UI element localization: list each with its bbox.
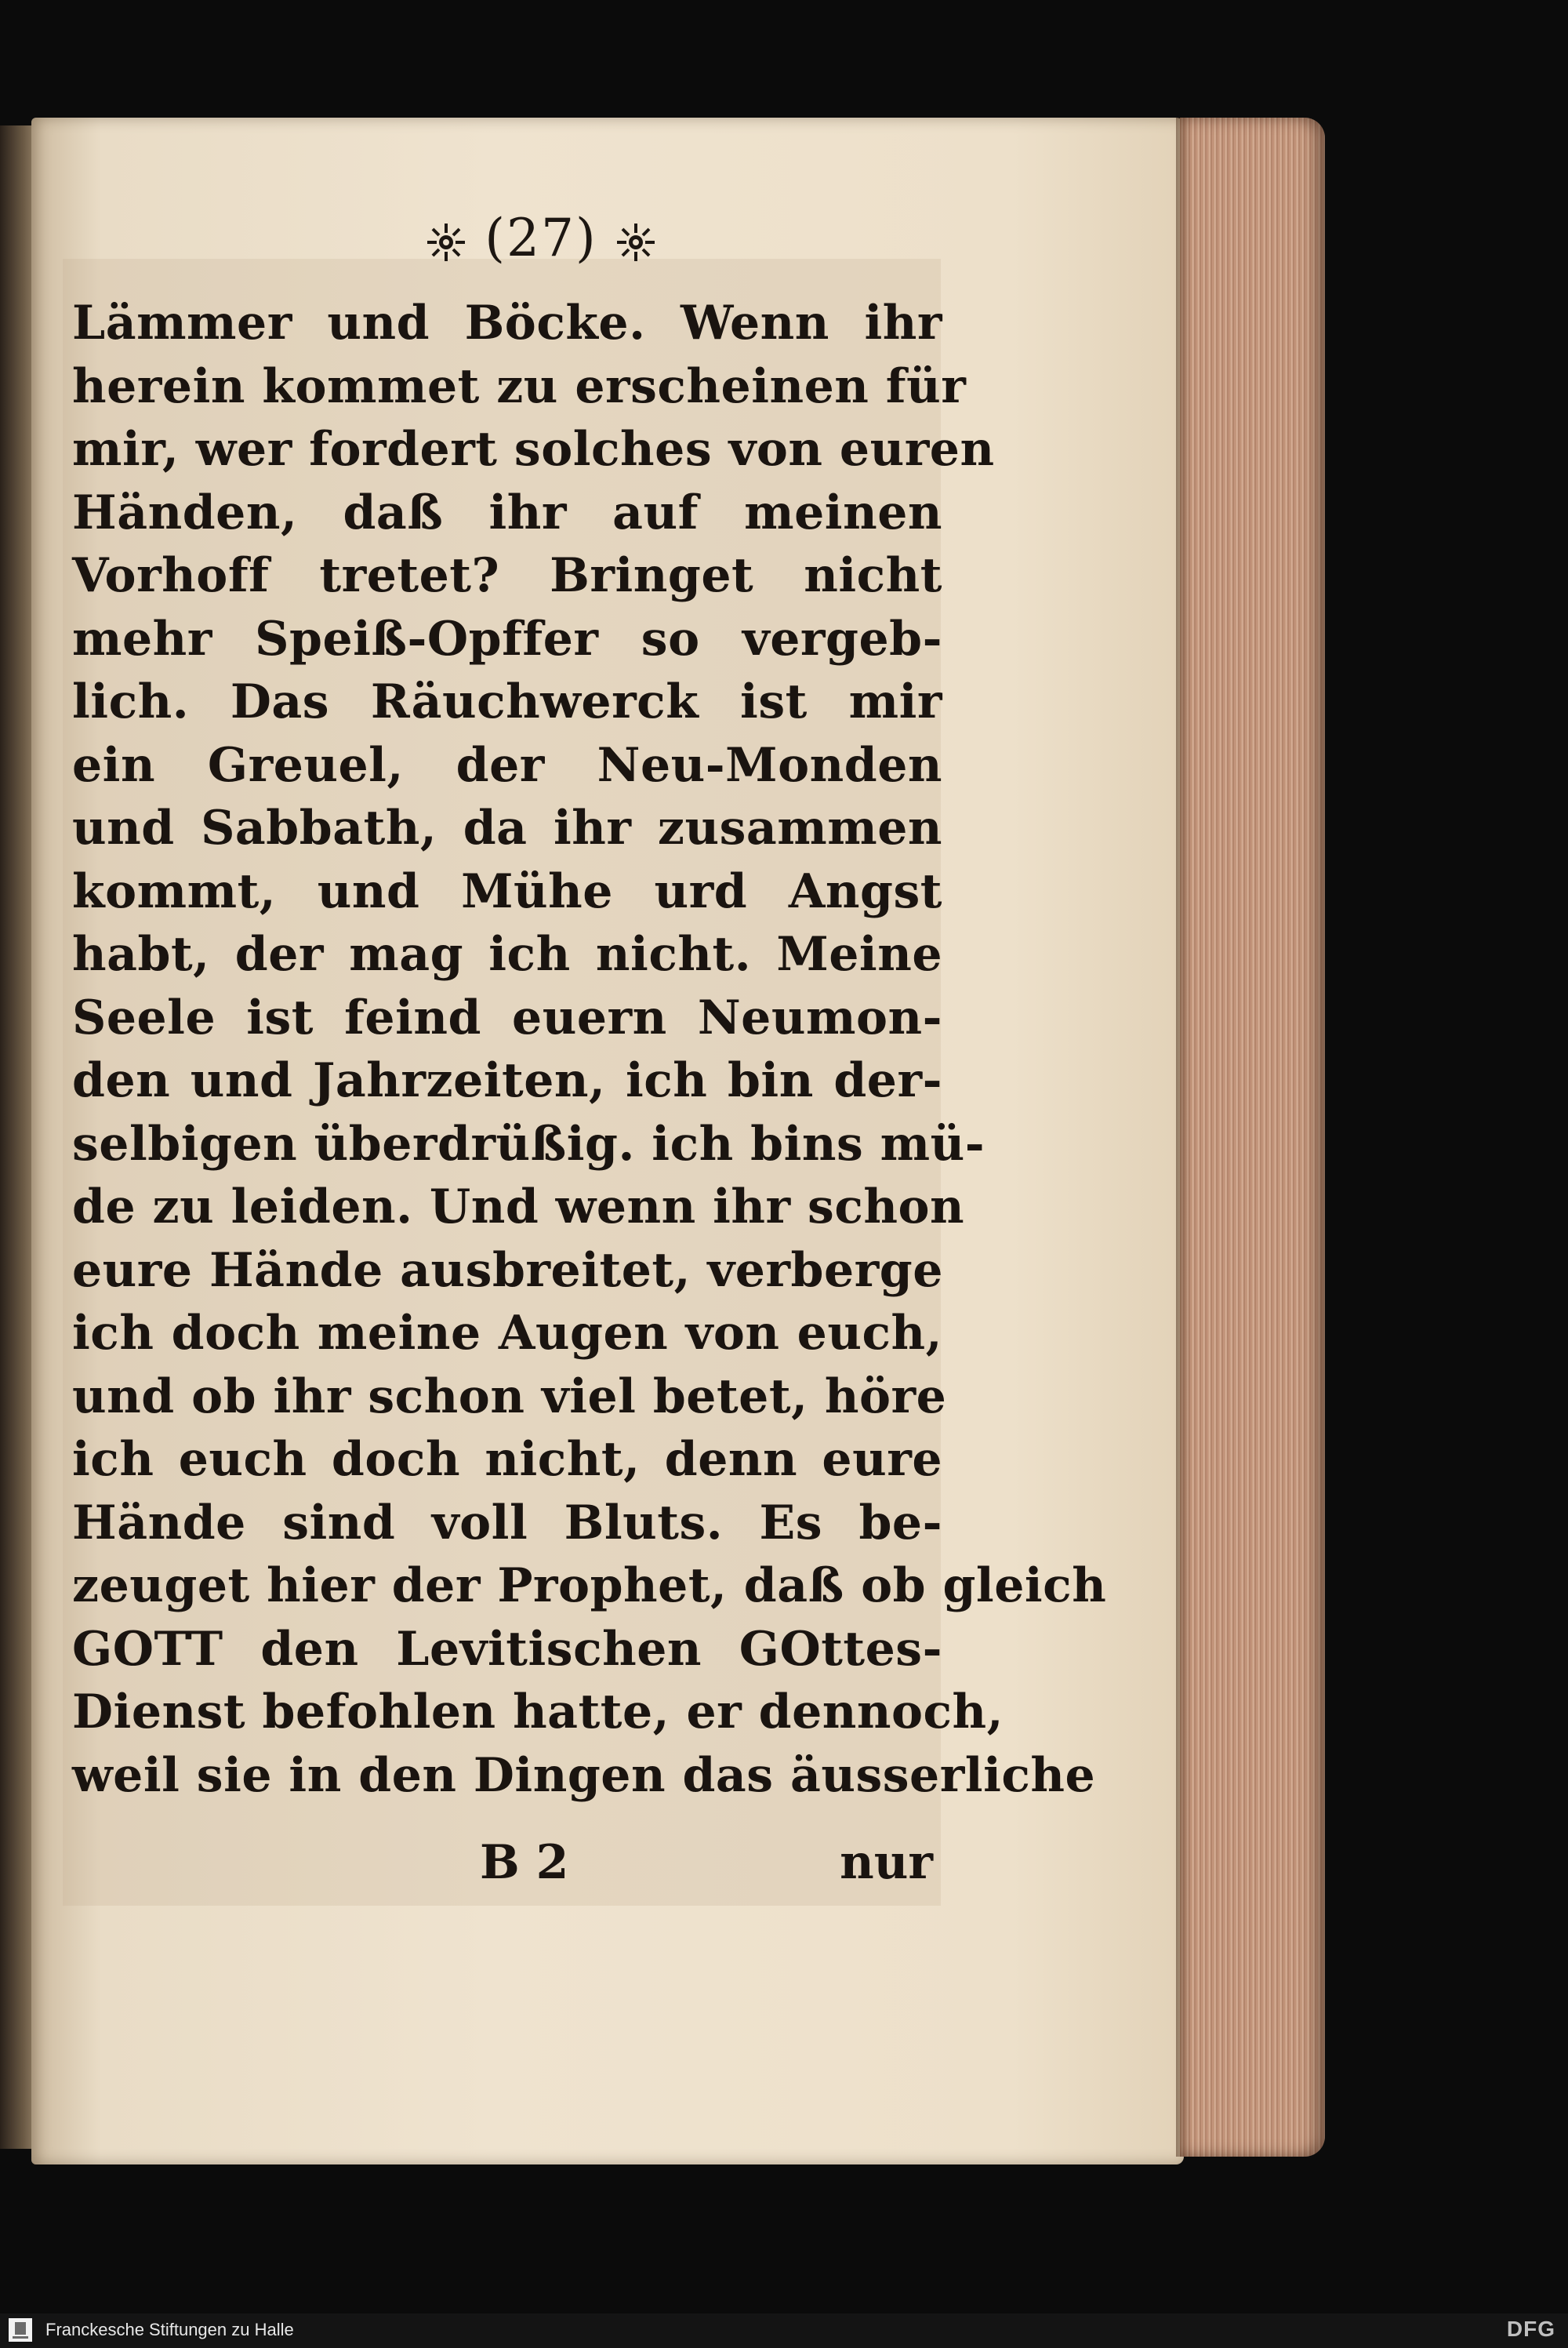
text-line: selbigen überdrüßig. ich bins mü-: [72, 1116, 985, 1172]
text-line: Händen, daß ihr auf meinen: [72, 485, 942, 540]
page-footer-line: [72, 1831, 942, 1894]
text-line: herein kommet zu erscheinen für: [72, 358, 967, 414]
text-line: Lämmer und Böcke. Wenn ihr: [72, 296, 942, 351]
ornament-left-icon: [426, 222, 466, 263]
text-line: und ob ihr schon viel betet, höre: [72, 1368, 947, 1424]
text-line: ein Greuel, der Neu-Monden: [72, 737, 942, 793]
institution-label: Franckesche Stiftungen zu Halle: [45, 2320, 294, 2339]
text-line: den und Jahrzeiten, ich bin der-: [72, 1053, 942, 1108]
text-line: und Sabbath, da ihr zusammen: [72, 801, 942, 856]
catchword: nur: [840, 1835, 933, 1890]
text-line: GOTT den Levitischen GOttes-: [72, 1621, 942, 1677]
signature-mark: B 2: [480, 1835, 569, 1890]
text-line: lich. Das Räuchwerck ist mir: [72, 674, 942, 729]
ornament-right-icon: [615, 222, 656, 263]
text-line: Dienst befohlen hatte, er dennoch,: [72, 1685, 1004, 1739]
text-line: habt, der mag ich nicht. Meine: [72, 927, 942, 982]
text-line: de zu leiden. Und wenn ihr schon: [72, 1179, 965, 1234]
institution-logo-icon: [8, 2317, 33, 2343]
text-line: kommt, und Mühe urd Angst: [72, 863, 942, 919]
page-number: (27): [485, 208, 597, 268]
text-line: weil sie in den Dingen das äusserliche: [72, 1747, 1096, 1803]
text-line: mehr Speiß-Opffer so vergeb-: [72, 611, 942, 667]
text-line: Hände sind voll Bluts. Es be-: [72, 1495, 942, 1550]
page-header: [392, 208, 690, 268]
text-line: Seele ist feind euern Neumon-: [72, 990, 942, 1045]
text-line: eure Hände ausbreitet, verberge: [72, 1242, 943, 1298]
body-text: [72, 292, 1107, 1807]
text-line: zeuget hier der Prophet, daß ob gleich: [72, 1558, 1107, 1613]
book-fore-edge: [1180, 118, 1325, 2157]
text-line: Vorhoff tretet? Bringet nicht: [72, 548, 942, 603]
text-line: mir, wer fordert solches von euren: [72, 422, 995, 477]
fore-edge-shadow: [1176, 118, 1192, 2157]
text-line: ich euch doch nicht, denn eure: [72, 1432, 942, 1487]
text-line: ich doch meine Augen von euch,: [72, 1306, 942, 1361]
dfg-logo: DFG: [1506, 2317, 1555, 2341]
